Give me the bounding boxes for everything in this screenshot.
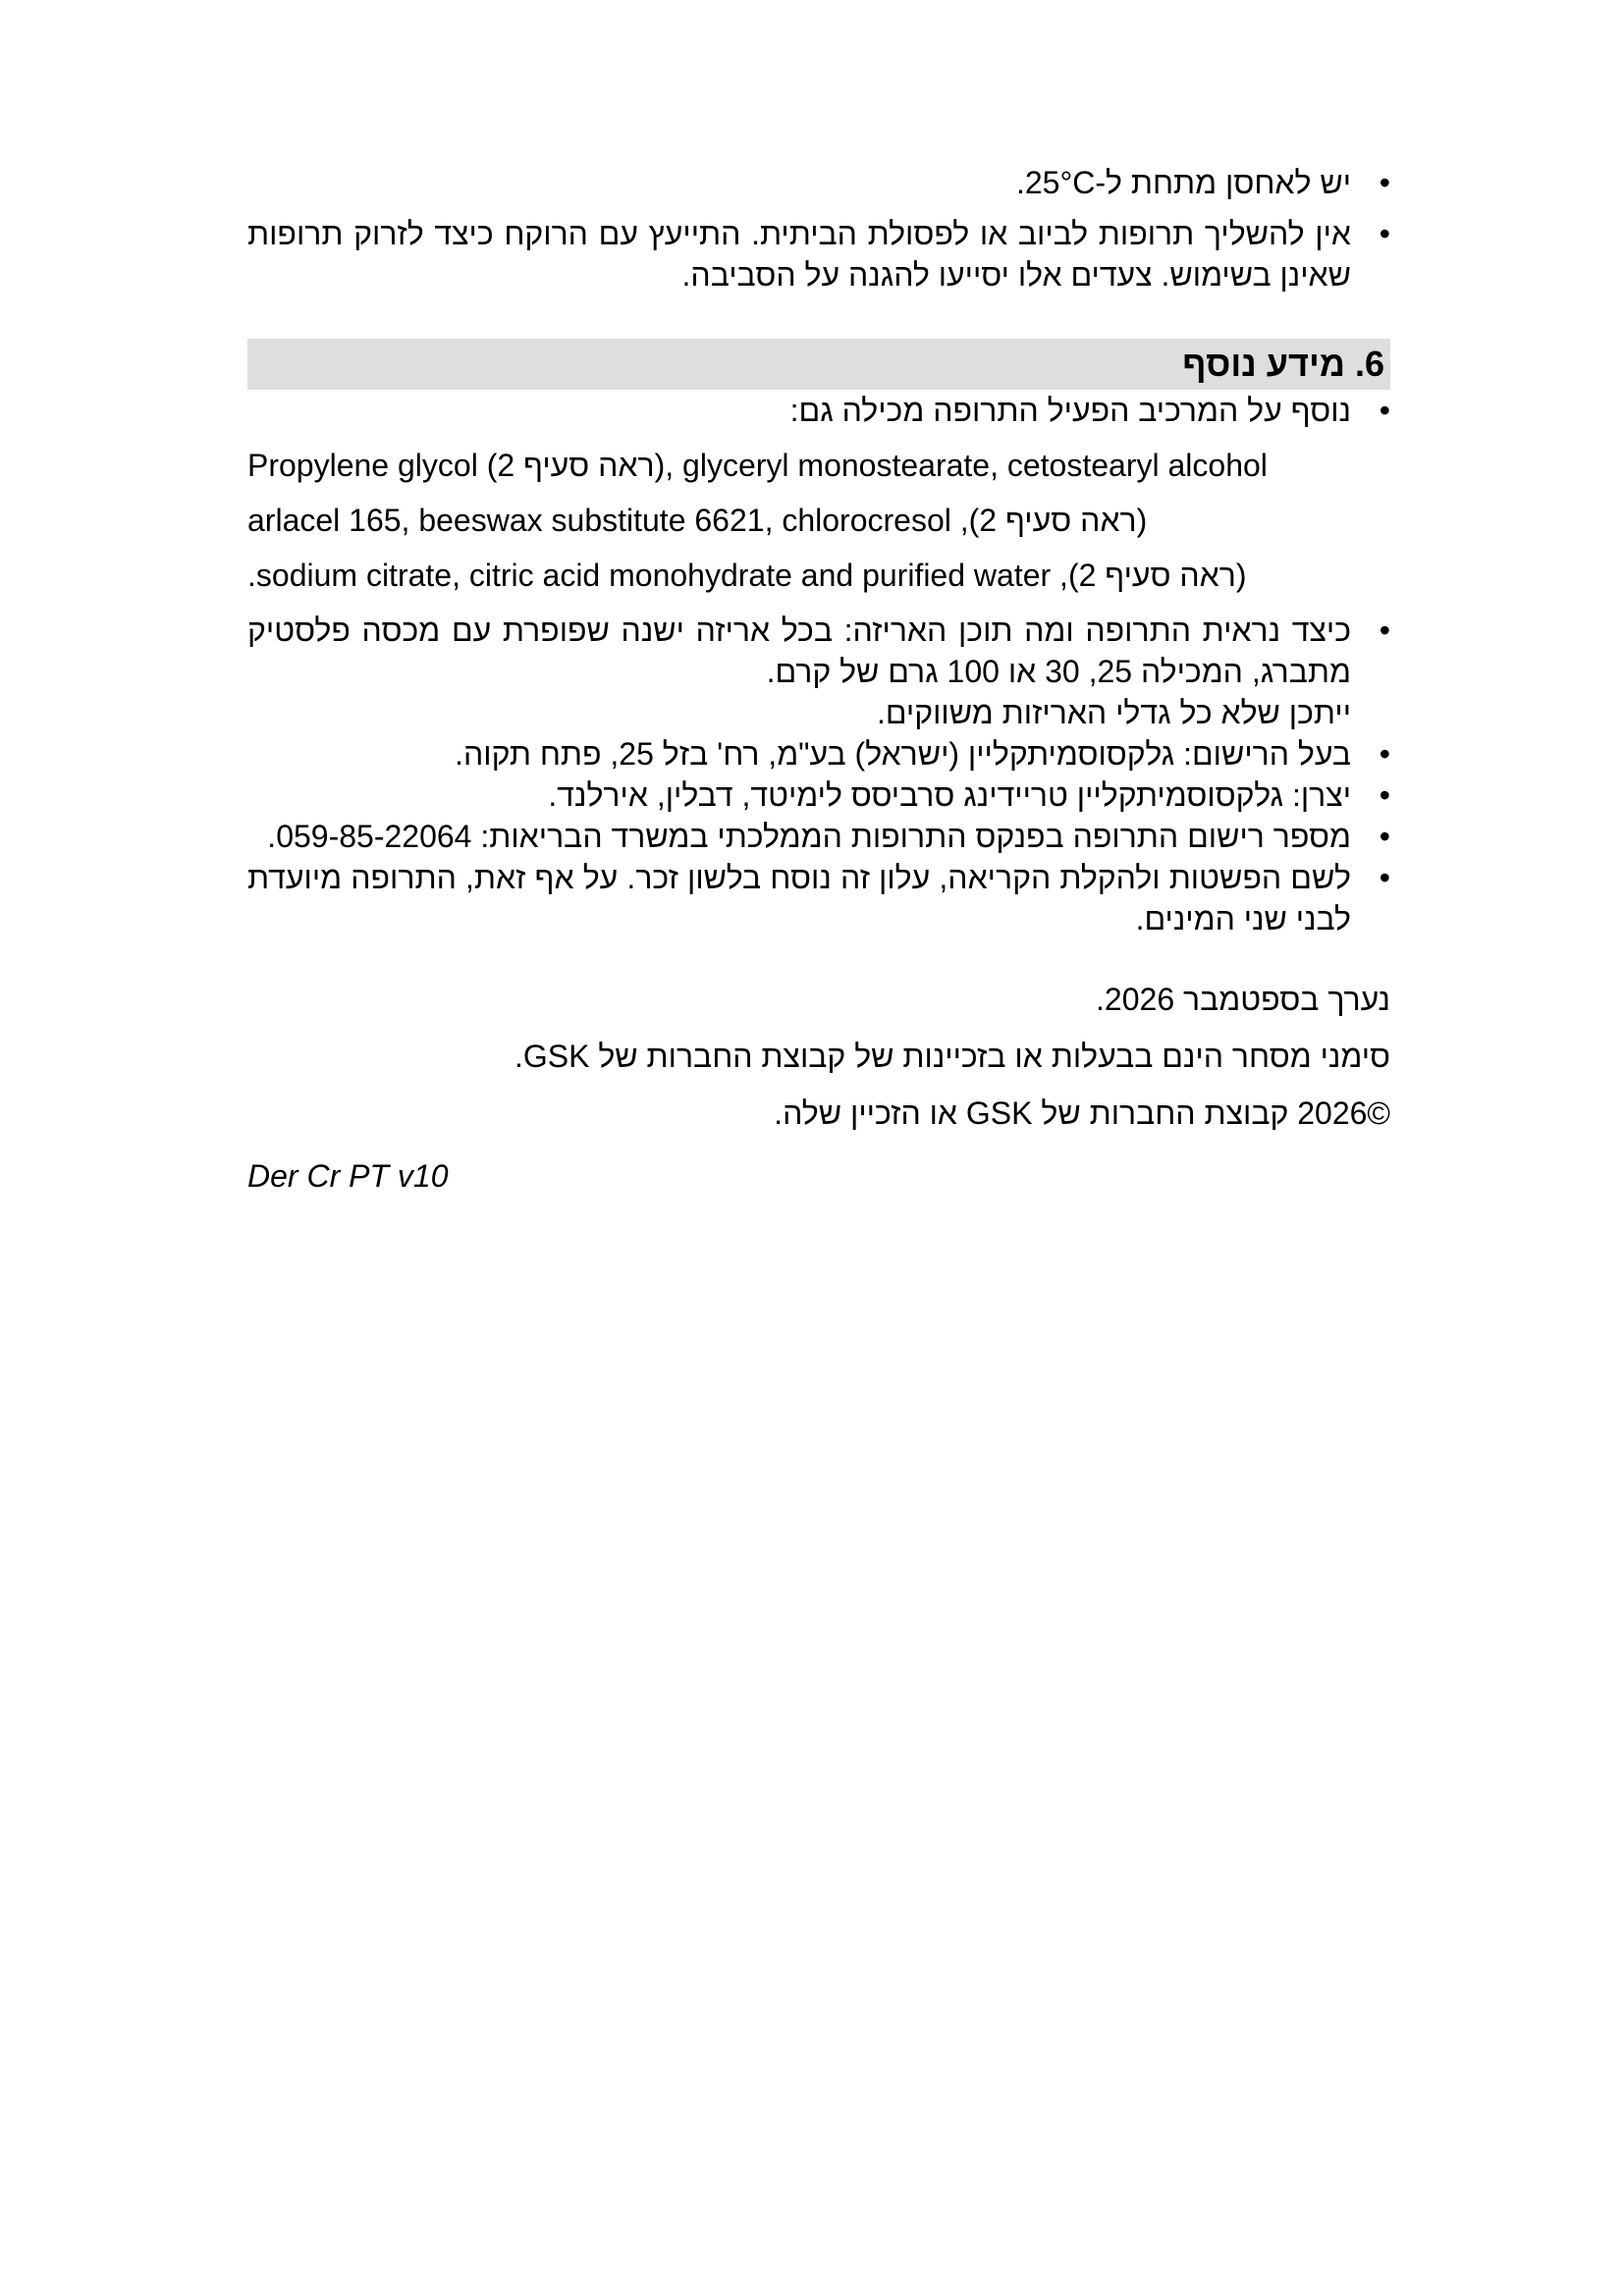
bullet-dot-icon: •: [1379, 165, 1390, 200]
packaging-text: כיצד נראית התרופה ומה תוכן האריזה: בכל אריזה ישנה שפופרת עם מכסה פלסטיק מתברג, המכילה 25, 30 או 100 גרם של קרם.: [247, 613, 1351, 689]
ingredients-line: (ראה סעיף 2), sodium citrate, citric acid monohydrate and purified water.: [247, 558, 1247, 593]
list-item: [247, 213, 1390, 295]
storage-list: [247, 162, 1390, 295]
section-heading: 6. מידע נוסף: [247, 339, 1390, 390]
registration-number-text: מספר רישום התרופה בפנקס התרופות הממלכתי במשרד הבריאות: 059-85-22064.: [267, 819, 1351, 854]
list-item: [247, 162, 1390, 203]
revision-date: נערך בספטמבר 2026.: [1096, 982, 1390, 1017]
list-item: [247, 610, 1390, 733]
bullet-dot-icon: •: [1379, 736, 1390, 772]
ingredients-line: (ראה סעיף 2), arlacel 165, beeswax substitute 6621, chlorocresol: [247, 503, 1148, 538]
bullet-dot-icon: •: [1379, 777, 1390, 813]
leaflet-page: [247, 162, 1390, 1197]
storage-temperature-text: יש לאחסן מתחת ל-25°C.: [1015, 165, 1351, 200]
additional-info-list: [247, 390, 1390, 431]
list-item: [247, 733, 1390, 774]
document-version: Der Cr PT v10: [247, 1158, 449, 1194]
list-item: [247, 774, 1390, 816]
disposal-text: אין להשליך תרופות לביוב או לפסולת הביתית. התייעץ עם הרוקח כיצד לזרוק תרופות שאינן בשימוש. צעדים אלו יסייעו להגנה על הסביבה.: [247, 216, 1351, 293]
trademark-notice: סימני מסחר הינם בבעלות או בזכיינות של קבוצת החברות של GSK.: [514, 1039, 1390, 1074]
footer: [247, 979, 1390, 1197]
bullet-dot-icon: •: [1379, 860, 1390, 895]
gender-note-text: לשם הפשטות ולהקלת הקריאה, עלון זה נוסח בלשון זכר. על אף זאת, התרופה מיועדת לבני שני המינים.: [247, 860, 1351, 936]
bullet-dot-icon: •: [1379, 613, 1390, 648]
bullet-dot-icon: •: [1379, 216, 1390, 251]
bullet-dot-icon: •: [1379, 393, 1390, 428]
copyright-notice: ©2026 קבוצת החברות של GSK או הזכיין שלה.: [774, 1095, 1390, 1131]
list-item: [247, 390, 1390, 431]
list-item: [247, 816, 1390, 857]
product-info-list: [247, 610, 1390, 939]
list-item: [247, 857, 1390, 939]
ingredients-intro: נוסף על המרכיב הפעיל התרופה מכילה גם:: [789, 393, 1351, 428]
manufacturer-text: יצרן: גלקסוסמיתקליין טריידינג סרביסס לימיטד, דבלין, אירלנד.: [548, 777, 1351, 813]
ingredients-line: Propylene glycol (ראה סעיף 2), glyceryl monostearate, cetostearyl alcohol: [247, 448, 1268, 483]
bullet-dot-icon: •: [1379, 819, 1390, 854]
packaging-note: ייתכן שלא כל גדלי האריזות משווקים.: [876, 695, 1351, 730]
registration-holder-text: בעל הרישום: גלקסוסמיתקליין (ישראל) בע"מ, רח' בזל 25, פתח תקוה.: [455, 736, 1351, 772]
